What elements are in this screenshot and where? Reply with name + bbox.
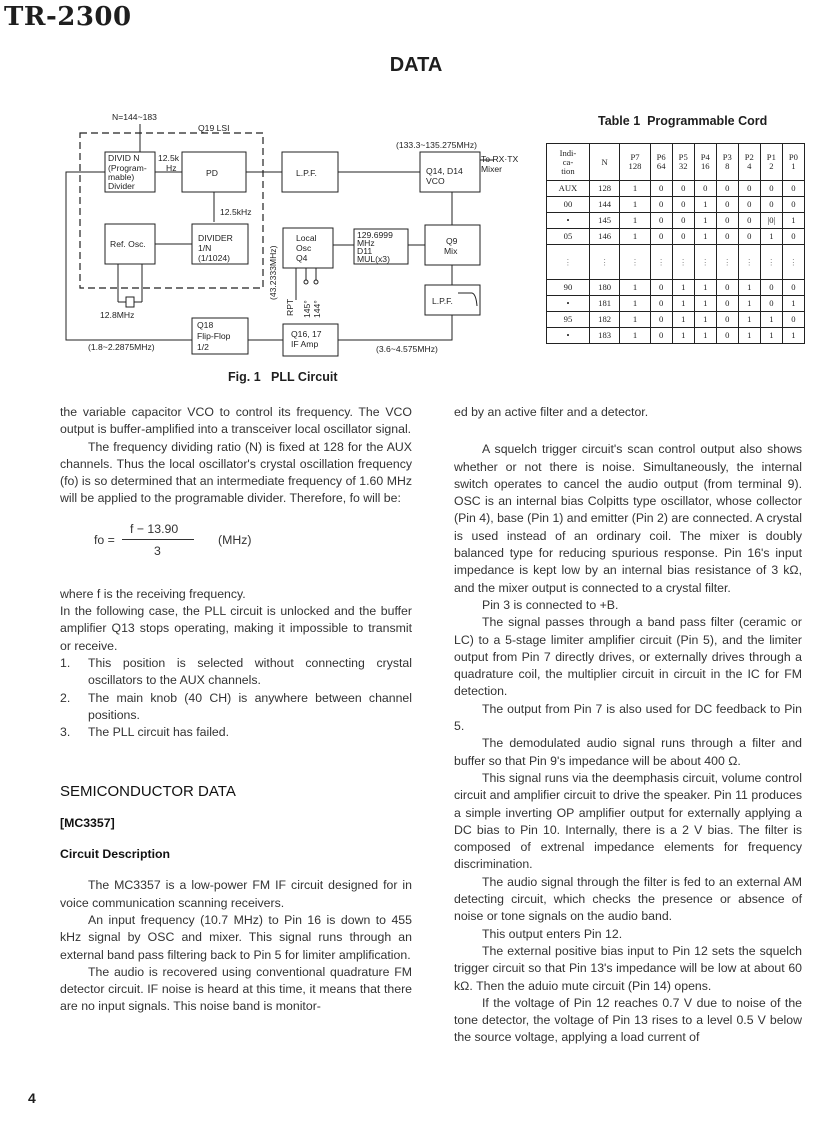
paragraph: The external positive bias input to Pin 12 sets the squelch trigger circuit so that Pin 13's impedance will be low at about 60 kΩ. Then the aduio mute circuit (Pin 14) opens. bbox=[454, 943, 802, 993]
svg-text:Q9: Q9 bbox=[446, 236, 458, 246]
table-cell: 0 bbox=[738, 213, 760, 229]
table-row bbox=[547, 312, 805, 328]
section-title: DATA bbox=[389, 54, 443, 76]
paragraph: The audio signal through the filter is fed to an external AM detecting circuit, which checks the presence or absence of noise or tone signals on the audio band. bbox=[454, 874, 802, 924]
table-cell: 0 bbox=[672, 181, 694, 197]
table-cell: 0 bbox=[716, 229, 738, 245]
table-cell: 0 bbox=[782, 229, 804, 245]
model-header: TR-2300 bbox=[4, 2, 132, 32]
table-cell: P1 2 bbox=[760, 144, 782, 181]
table-cell: 0 bbox=[716, 197, 738, 213]
table-cell: 145 bbox=[589, 213, 619, 229]
svg-text:PD: PD bbox=[206, 168, 218, 178]
paragraph: In the following case, the PLL circuit is unlocked and the buffer amplifier Q13 stops operating, making it impossible to transmit or receive. bbox=[60, 604, 412, 653]
table-cell: 0 bbox=[782, 280, 804, 296]
crystal-symbol bbox=[126, 297, 134, 307]
table-cell: 0 bbox=[782, 181, 804, 197]
table-cell: 95 bbox=[547, 312, 590, 328]
table-cell: • bbox=[547, 328, 590, 344]
table-cell: 1 bbox=[620, 328, 650, 344]
table-cell: 0 bbox=[716, 213, 738, 229]
figure-caption: Fig. 1 PLL Circuit bbox=[228, 370, 338, 384]
table-row bbox=[547, 213, 805, 229]
paragraph: The MC3357 is a low-power FM IF circuit designed for in voice communication scanning receivers. bbox=[60, 878, 412, 910]
table-header-row bbox=[547, 144, 805, 181]
table-cell: 1 bbox=[694, 213, 716, 229]
table-cell: 0 bbox=[650, 213, 672, 229]
table-cell: 1 bbox=[760, 328, 782, 344]
svg-text:144°: 144° bbox=[312, 300, 322, 318]
table-cell: P5 32 bbox=[672, 144, 694, 181]
table-cell: AUX bbox=[547, 181, 590, 197]
table-cell: |0| bbox=[760, 213, 782, 229]
table-cell: 1 bbox=[738, 280, 760, 296]
right-column bbox=[454, 404, 802, 1047]
table-cell: 180 bbox=[589, 280, 619, 296]
table-cell: 1 bbox=[620, 229, 650, 245]
svg-text:1/2: 1/2 bbox=[197, 342, 209, 352]
formula-unit: (MHz) bbox=[218, 532, 252, 547]
formula-denominator: 3 bbox=[154, 543, 161, 558]
table-cell: 0 bbox=[672, 229, 694, 245]
formula-lhs: fo = bbox=[94, 532, 115, 547]
table-cell: 1 bbox=[694, 328, 716, 344]
programmable-cord-table bbox=[546, 143, 805, 344]
table-cell: ⋮ bbox=[760, 245, 782, 280]
table-cell: Indi- ca- tion bbox=[547, 144, 590, 181]
svg-text:Osc: Osc bbox=[296, 243, 312, 253]
svg-text:Ref. Osc.: Ref. Osc. bbox=[110, 239, 146, 249]
table-cell: P3 8 bbox=[716, 144, 738, 181]
table-cell: 1 bbox=[782, 328, 804, 344]
table-cell: 0 bbox=[760, 280, 782, 296]
table-cell: 1 bbox=[672, 328, 694, 344]
formula-bar bbox=[122, 539, 194, 540]
table-cell: 182 bbox=[589, 312, 619, 328]
svg-text:Mixer: Mixer bbox=[481, 164, 503, 174]
table-cell: 1 bbox=[738, 328, 760, 344]
table-cell: 0 bbox=[738, 197, 760, 213]
table-cell: 0 bbox=[650, 197, 672, 213]
table-cell: 0 bbox=[782, 197, 804, 213]
left-column bbox=[60, 404, 412, 1016]
table-cell: • bbox=[547, 296, 590, 312]
svg-text:(43.2333MHz): (43.2333MHz) bbox=[268, 245, 278, 300]
table-cell: 1 bbox=[672, 280, 694, 296]
table-cell: 0 bbox=[760, 296, 782, 312]
paragraph: The signal passes through a band pass filter (ceramic or LC) to a 5-stage limiter amplifier circuit (Pin 5), and the limiter output from Pin 7 directly drives, or externally drives through a quadrature coil, the multiplier circuit in circuit in the IC for FM detection. bbox=[454, 615, 802, 699]
table-cell: 1 bbox=[620, 296, 650, 312]
table-cell: 1 bbox=[782, 296, 804, 312]
table-cell: 0 bbox=[738, 229, 760, 245]
paragraph: The output from Pin 7 is also used for DC feedback to Pin 5. bbox=[454, 701, 802, 734]
table-cell: ⋮ bbox=[694, 245, 716, 280]
table-cell: 0 bbox=[650, 181, 672, 197]
table-cell: 1 bbox=[672, 296, 694, 312]
paragraph: An input frequency (10.7 MHz) to Pin 16 is down to 455 kHz signal by OSC and mixer. This signal runs through an external band pass filtering back to Pin 5 for limiter amplification. bbox=[60, 912, 412, 962]
svg-text:(3.6~4.575MHz): (3.6~4.575MHz) bbox=[376, 344, 438, 354]
svg-text:145°: 145° bbox=[302, 300, 312, 318]
table-cell: P7 128 bbox=[620, 144, 650, 181]
paragraph: This output enters Pin 12. bbox=[482, 926, 623, 941]
table-cell: 1 bbox=[672, 312, 694, 328]
table-cell: 1 bbox=[760, 312, 782, 328]
table-cell: 0 bbox=[716, 296, 738, 312]
table-cell: 0 bbox=[716, 280, 738, 296]
table-cell: 1 bbox=[694, 296, 716, 312]
table-cell: ⋮ bbox=[782, 245, 804, 280]
svg-text:IF Amp: IF Amp bbox=[291, 339, 319, 349]
table-cell: ⋮ bbox=[650, 245, 672, 280]
paragraph: the variable capacitor VCO to control its frequency. The VCO output is buffer-amplified into a transceiver local oscillator signal. bbox=[60, 405, 412, 437]
table-title: Table 1 Programmable Cord bbox=[598, 114, 768, 128]
table-cell: 0 bbox=[694, 181, 716, 197]
table-cell: 1 bbox=[694, 312, 716, 328]
paragraph: The audio is recovered using conventional quadrature FM detector circuit. IF noise is heard at this time, it means that there are no input signals. This noise band is monitor- bbox=[60, 964, 412, 1014]
svg-text:(Program-: (Program- bbox=[108, 163, 147, 173]
table-row bbox=[547, 245, 805, 280]
table-cell: 1 bbox=[738, 312, 760, 328]
table-cell: 90 bbox=[547, 280, 590, 296]
table-cell: 0 bbox=[782, 312, 804, 328]
paragraph: This signal runs via the deemphasis circuit, volume control circuit and amplifier circuit to drive the speaker. Pin 11 produces a simple inverting OP amplifier output for externally applying a DC bias to Pin 10. Internally, there is a 2 V bias. The filter is composed of extrenal impedance elements for frequency discrimination. bbox=[454, 770, 802, 872]
table-cell: 1 bbox=[694, 280, 716, 296]
circuit-description-heading: Circuit Description bbox=[60, 847, 171, 862]
table-cell: ⋮ bbox=[620, 245, 650, 280]
table-cell: 05 bbox=[547, 229, 590, 245]
table-cell: 0 bbox=[760, 197, 782, 213]
table-cell: P4 16 bbox=[694, 144, 716, 181]
page-number: 4 bbox=[28, 1090, 36, 1106]
table-cell: 0 bbox=[716, 328, 738, 344]
list-item: 1. This position is selected without connecting crystal oscillators to the AUX channels. bbox=[60, 655, 412, 688]
table-cell: 0 bbox=[650, 229, 672, 245]
table-cell: 1 bbox=[760, 229, 782, 245]
svg-text:Hz: Hz bbox=[166, 163, 177, 173]
svg-text:Divider: Divider bbox=[108, 181, 135, 191]
svg-text:(133.3~135.275MHz): (133.3~135.275MHz) bbox=[396, 140, 477, 150]
table-cell: 0 bbox=[760, 181, 782, 197]
paragraph: The frequency dividing ratio (N) is fixed at 128 for the AUX channels. Thus the local oscillator's crystal oscillation frequency (fo) is so determined that an intermediate frequency of 1.60 MHz will be applied to the programable divider. Therefore, fo will be: bbox=[60, 439, 412, 506]
paragraph: ed by an active filter and a detector. bbox=[454, 405, 649, 419]
svg-text:VCO: VCO bbox=[426, 176, 445, 186]
table-cell: • bbox=[547, 213, 590, 229]
table-cell: 181 bbox=[589, 296, 619, 312]
table-cell: 1 bbox=[620, 312, 650, 328]
table-cell: 0 bbox=[650, 280, 672, 296]
fo-formula bbox=[60, 518, 412, 586]
paragraph: The demodulated audio signal runs through a filter and buffer so that Pin 9's impedance will be about 400 Ω. bbox=[454, 736, 802, 768]
svg-text:DIVID N: DIVID N bbox=[108, 153, 140, 163]
svg-text:12.5kHz: 12.5kHz bbox=[220, 207, 252, 217]
semiconductor-heading: SEMICONDUCTOR DATA bbox=[60, 783, 236, 801]
svg-text:D11: D11 bbox=[357, 246, 373, 256]
table-cell: 0 bbox=[650, 296, 672, 312]
table-cell: ⋮ bbox=[589, 245, 619, 280]
table-cell: ⋮ bbox=[547, 245, 590, 280]
label-n-range: N=144~183 bbox=[112, 112, 157, 122]
svg-text:MUL(x3): MUL(x3) bbox=[357, 254, 390, 264]
list-item: 3. The PLL circuit has failed. bbox=[60, 725, 230, 740]
ic-name: [MC3357] bbox=[60, 815, 115, 830]
table-cell: 1 bbox=[694, 229, 716, 245]
table-cell: ⋮ bbox=[738, 245, 760, 280]
svg-text:12.8MHz: 12.8MHz bbox=[100, 310, 135, 320]
table-cell: 0 bbox=[672, 197, 694, 213]
table-row bbox=[547, 296, 805, 312]
table-cell: P0 1 bbox=[782, 144, 804, 181]
svg-text:(1.8~2.2875MHz): (1.8~2.2875MHz) bbox=[88, 342, 155, 352]
svg-text:1/N: 1/N bbox=[198, 243, 212, 253]
table-row bbox=[547, 229, 805, 245]
table-cell: 1 bbox=[620, 181, 650, 197]
table-cell: 0 bbox=[672, 213, 694, 229]
table-cell: 146 bbox=[589, 229, 619, 245]
table-cell: 1 bbox=[694, 197, 716, 213]
table-cell: 0 bbox=[650, 312, 672, 328]
table-cell: 1 bbox=[782, 213, 804, 229]
table-cell: N bbox=[589, 144, 619, 181]
svg-text:Q18: Q18 bbox=[197, 320, 214, 330]
table-cell: 1 bbox=[738, 296, 760, 312]
table-cell: 0 bbox=[738, 181, 760, 197]
svg-text:Local: Local bbox=[296, 233, 317, 243]
table-cell: 0 bbox=[650, 328, 672, 344]
table-cell: 144 bbox=[589, 197, 619, 213]
svg-text:Q14, D14: Q14, D14 bbox=[426, 166, 463, 176]
table-cell: ⋮ bbox=[716, 245, 738, 280]
table-cell: 183 bbox=[589, 328, 619, 344]
svg-text:MHz: MHz bbox=[357, 238, 375, 248]
pll-circuit-diagram bbox=[56, 108, 519, 364]
svg-text:Q19 LSI: Q19 LSI bbox=[198, 123, 230, 133]
table-cell: ⋮ bbox=[672, 245, 694, 280]
table-row bbox=[547, 280, 805, 296]
table-cell: 1 bbox=[620, 213, 650, 229]
svg-text:L.P.F.: L.P.F. bbox=[432, 296, 453, 306]
formula-numerator: f − 13.90 bbox=[130, 521, 179, 536]
svg-text:DIVIDER: DIVIDER bbox=[198, 233, 233, 243]
svg-text:To RX·TX: To RX·TX bbox=[481, 154, 519, 164]
svg-text:RPT: RPT bbox=[285, 298, 295, 316]
svg-text:L.P.F.: L.P.F. bbox=[296, 168, 317, 178]
svg-text:mable): mable) bbox=[108, 172, 135, 182]
paragraph: A squelch trigger circuit's scan control output also shows whether or not there is noise. Simultaneously, the internal switch operates to cancel the audio output (from terminal 9). OSC is an internal bias Colpitts type oscillator, whose collector (Pin 4), base (Pin 1) and emitter (Pin 2) are connected. A crystal is used instead of an ordinary coil. The mixer is doubly balanced type for reducing spurious response. Pin 16's input impedance is kept low by an internal bias resistance of 3 kΩ, and the mixer output is connected to a crystal filter. bbox=[454, 442, 802, 595]
svg-text:(1/1024): (1/1024) bbox=[198, 253, 231, 263]
table-cell: 00 bbox=[547, 197, 590, 213]
svg-text:129.6999: 129.6999 bbox=[357, 230, 393, 240]
table-cell: P2 4 bbox=[738, 144, 760, 181]
table-row bbox=[547, 328, 805, 344]
paragraph: If the voltage of Pin 12 reaches 0.7 V due to noise of the tone detector, the voltage of Pin 13 rises to a level 0.5 V below the source voltage, applying a load current of bbox=[454, 995, 802, 1045]
table-cell: 0 bbox=[716, 181, 738, 197]
svg-text:Mix: Mix bbox=[444, 246, 458, 256]
svg-text:12.5k: 12.5k bbox=[158, 153, 180, 163]
svg-text:Q16, 17: Q16, 17 bbox=[291, 329, 322, 339]
paragraph: Pin 3 is connected to +B. bbox=[482, 597, 619, 612]
list-item: 2. The main knob (40 CH) is anywhere between channel positions. bbox=[60, 690, 412, 722]
svg-text:Q4: Q4 bbox=[296, 253, 308, 263]
table-cell: 0 bbox=[716, 312, 738, 328]
table-row bbox=[547, 181, 805, 197]
svg-text:Flip-Flop: Flip-Flop bbox=[197, 331, 231, 341]
table-cell: 128 bbox=[589, 181, 619, 197]
table-cell: 1 bbox=[620, 280, 650, 296]
table-cell: P6 64 bbox=[650, 144, 672, 181]
paragraph: where f is the receiving frequency. bbox=[60, 586, 246, 601]
table-row bbox=[547, 197, 805, 213]
table-cell: 1 bbox=[620, 197, 650, 213]
